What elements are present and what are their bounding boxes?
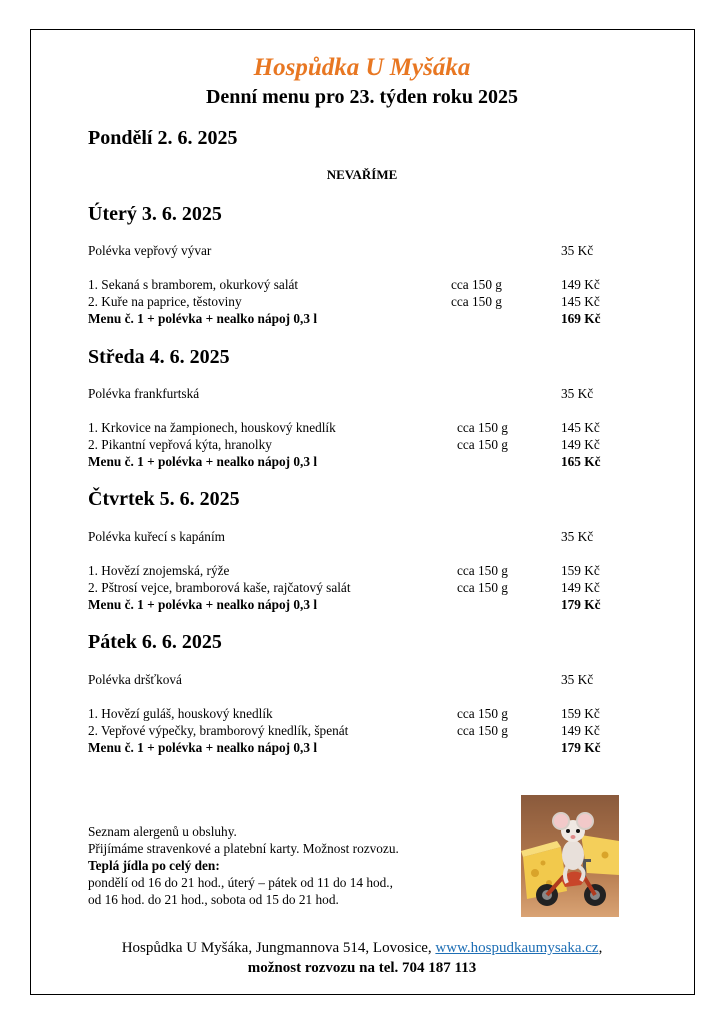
meal-price: 149 Kč [561, 723, 600, 738]
meal-weight: cca 150 g [457, 420, 508, 435]
info-block [88, 823, 399, 908]
opening-hours-line-2: od 16 hod. do 21 hod., sobota od 15 do 21 hod. [88, 892, 339, 907]
closed-note: NEVAŘÍME [326, 167, 398, 182]
opening-hours-line-1: pondělí od 16 do 21 hod., úterý – pátek od 11 do 14 hod., [88, 875, 393, 890]
soup-price: 35 Kč [561, 529, 594, 544]
meal-weight: cca 150 g [457, 437, 508, 452]
meal-name: 2. Pikantní vepřová kýta, hranolky [88, 437, 272, 452]
footer-address: Hospůdka U Myšáka, Jungmannova 514, Lovosice, [121, 940, 436, 956]
soup-price: 35 Kč [561, 243, 594, 258]
footer-address-line [0, 940, 724, 957]
meal-weight: cca 150 g [457, 706, 508, 721]
meal-name: 1. Hovězí znojemská, rýže [88, 563, 230, 578]
meal-name: 2. Kuře na paprice, těstoviny [88, 294, 242, 309]
mouse-motorcycle-image [521, 795, 619, 917]
meal-price: 145 Kč [561, 420, 600, 435]
combo-name: Menu č. 1 + polévka + nealko nápoj 0,3 l [88, 454, 318, 469]
day-title-tuesday: Úterý 3. 6. 2025 [88, 203, 222, 225]
combo-name: Menu č. 1 + polévka + nealko nápoj 0,3 l [88, 740, 318, 755]
meal-name: 2. Vepřové výpečky, bramborový knedlík, špenát [88, 723, 349, 738]
meal-price: 159 Kč [561, 563, 600, 578]
meal-weight: cca 150 g [457, 723, 508, 738]
hot-meals-heading: Teplá jídla po celý den: [88, 858, 220, 873]
meal-weight: cca 150 g [457, 580, 508, 595]
website-link[interactable]: www.hospudkaumysaka.cz [435, 940, 599, 956]
combo-name: Menu č. 1 + polévka + nealko nápoj 0,3 l [88, 311, 318, 326]
meal-name: 1. Krkovice na žampionech, houskový knedlík [88, 420, 336, 435]
meal-weight: cca 150 g [457, 563, 508, 578]
combo-price: 169 Kč [561, 311, 601, 326]
footer-comma: , [598, 940, 603, 956]
day-title-monday: Pondělí 2. 6. 2025 [88, 127, 238, 149]
meal-price: 149 Kč [561, 437, 600, 452]
meal-price: 145 Kč [561, 294, 600, 309]
day-title-thursday: Čtvrtek 5. 6. 2025 [88, 488, 240, 510]
restaurant-name: Hospůdka U Myšáka [253, 54, 471, 81]
meal-name: 1. Sekaná s bramborem, okurkový salát [88, 277, 299, 292]
menu-subtitle: Denní menu pro 23. týden roku 2025 [205, 86, 519, 108]
meal-name: 2. Pštrosí vejce, bramborová kaše, rajčatový salát [88, 580, 351, 595]
soup-name: Polévka kuřecí s kapáním [88, 529, 225, 544]
soup-price: 35 Kč [561, 386, 594, 401]
meal-price: 149 Kč [561, 277, 600, 292]
soup-price: 35 Kč [561, 672, 594, 687]
meal-name: 1. Hovězí guláš, houskový knedlík [88, 706, 273, 721]
combo-name: Menu č. 1 + polévka + nealko nápoj 0,3 l [88, 597, 318, 612]
meal-price: 149 Kč [561, 580, 600, 595]
payment-note: Přijímáme stravenkové a platební karty. Možnost rozvozu. [88, 841, 399, 856]
meal-weight: cca 150 g [451, 294, 502, 309]
soup-name: Polévka vepřový vývar [88, 243, 212, 258]
soup-name: Polévka dršťková [88, 672, 182, 687]
combo-price: 179 Kč [561, 740, 601, 755]
footer-delivery: možnost rozvozu na tel. 704 187 113 [247, 960, 477, 976]
day-title-friday: Pátek 6. 6. 2025 [88, 631, 222, 653]
meal-price: 159 Kč [561, 706, 600, 721]
meal-weight: cca 150 g [451, 277, 502, 292]
day-title-wednesday: Středa 4. 6. 2025 [88, 346, 230, 368]
soup-name: Polévka frankfurtská [88, 386, 200, 401]
combo-price: 165 Kč [561, 454, 601, 469]
combo-price: 179 Kč [561, 597, 601, 612]
allergens-note: Seznam alergenů u obsluhy. [88, 824, 237, 839]
